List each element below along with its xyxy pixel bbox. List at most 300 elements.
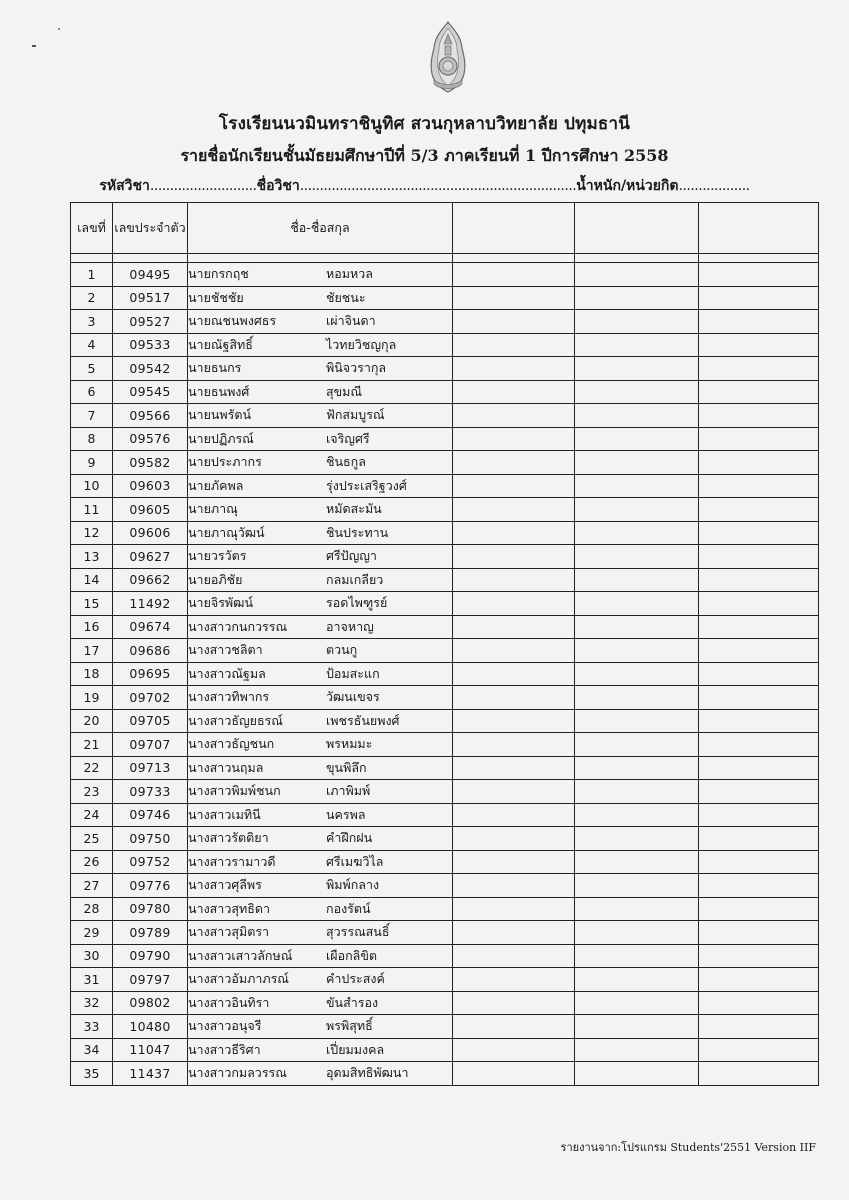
blank-score-cell-1 bbox=[453, 662, 575, 686]
student-first-name: นางสาวเมทินี bbox=[188, 806, 261, 822]
blank-score-cell-2 bbox=[575, 357, 699, 381]
table-row bbox=[71, 474, 819, 498]
table-row bbox=[71, 1062, 819, 1086]
blank-score-cell-3 bbox=[699, 803, 819, 827]
student-last-name: ศรีเมฆวิไล bbox=[326, 853, 384, 869]
student-name-cell bbox=[188, 474, 453, 498]
student-id: 09605 bbox=[113, 498, 188, 522]
student-name-cell bbox=[188, 686, 453, 710]
blank-score-cell-3 bbox=[699, 991, 819, 1015]
student-last-name: รอดไพฑูรย์ bbox=[326, 595, 388, 611]
blank-score-cell-1 bbox=[453, 944, 575, 968]
blank-score-cell-2 bbox=[575, 944, 699, 968]
col-header-blank-3 bbox=[699, 203, 819, 254]
table-row bbox=[71, 874, 819, 898]
blank-score-cell-3 bbox=[699, 921, 819, 945]
student-last-name: คำประสงค์ bbox=[326, 971, 385, 987]
blank-score-cell-2 bbox=[575, 968, 699, 992]
credit-label: น้ำหนัก/หน่วยกิต bbox=[576, 178, 679, 194]
student-no: 2 bbox=[71, 286, 113, 310]
student-id: 11437 bbox=[113, 1062, 188, 1086]
table-row bbox=[71, 803, 819, 827]
table-row bbox=[71, 545, 819, 569]
blank-score-cell-3 bbox=[699, 521, 819, 545]
school-name: โรงเรียนนวมินทราชินูทิศ สวนกุหลาบวิทยาลัย ปทุมธานี bbox=[218, 114, 631, 134]
col-header-no: เลขที่ bbox=[71, 203, 113, 254]
student-first-name: นางสาวอินทิรา bbox=[188, 994, 270, 1010]
student-no: 18 bbox=[71, 662, 113, 686]
student-no: 24 bbox=[71, 803, 113, 827]
student-name-cell bbox=[188, 427, 453, 451]
student-first-name: นางสาวสุมิตรา bbox=[188, 924, 270, 940]
blank-score-cell-1 bbox=[453, 615, 575, 639]
student-last-name: เภาพิมพ์ bbox=[326, 783, 371, 799]
student-name-cell bbox=[188, 521, 453, 545]
student-last-name: กองรัตน์ bbox=[326, 900, 371, 916]
student-name-cell bbox=[188, 380, 453, 404]
student-name-cell bbox=[188, 498, 453, 522]
student-last-name: ฟักสมบูรณ์ bbox=[326, 407, 385, 423]
table-row bbox=[71, 827, 819, 851]
student-last-name: เจริญศรี bbox=[326, 430, 370, 446]
blank-score-cell-2 bbox=[575, 451, 699, 475]
blank-score-cell-3 bbox=[699, 545, 819, 569]
blank-score-cell-1 bbox=[453, 733, 575, 757]
student-no: 3 bbox=[71, 310, 113, 334]
table-row bbox=[71, 686, 819, 710]
student-first-name: นางสาวกนกวรรณ bbox=[188, 618, 288, 634]
student-no: 20 bbox=[71, 709, 113, 733]
blank-score-cell-3 bbox=[699, 968, 819, 992]
subject-code-label: รหัสวิชา bbox=[99, 178, 150, 194]
student-last-name: อาจหาญ bbox=[326, 618, 374, 634]
blank-score-cell-1 bbox=[453, 897, 575, 921]
blank-score-cell-3 bbox=[699, 263, 819, 287]
student-last-name: วัฒนเขจร bbox=[326, 689, 380, 705]
student-last-name: พรหมมะ bbox=[326, 736, 373, 752]
blank-score-cell-1 bbox=[453, 310, 575, 334]
blank-score-cell-1 bbox=[453, 780, 575, 804]
student-first-name: นายภาณุ bbox=[188, 501, 238, 517]
student-first-name: นางสาวทิพากร bbox=[188, 689, 270, 705]
blank-score-cell-1 bbox=[453, 521, 575, 545]
blank-score-cell-2 bbox=[575, 733, 699, 757]
student-name-cell bbox=[188, 850, 453, 874]
student-first-name: นางสาวพิมพ์ชนก bbox=[188, 783, 281, 799]
blank-score-cell-3 bbox=[699, 639, 819, 663]
blank-score-cell-2 bbox=[575, 521, 699, 545]
student-name-cell bbox=[188, 545, 453, 569]
blank-score-cell-1 bbox=[453, 968, 575, 992]
student-last-name: พินิจวรากุล bbox=[326, 360, 387, 376]
blank-score-cell-1 bbox=[453, 921, 575, 945]
blank-score-cell-3 bbox=[699, 615, 819, 639]
blank-score-cell-2 bbox=[575, 874, 699, 898]
table-row bbox=[71, 521, 819, 545]
table-row bbox=[71, 780, 819, 804]
table-row bbox=[71, 263, 819, 287]
student-first-name: นางสาวรัตติยา bbox=[188, 830, 269, 846]
student-name-cell bbox=[188, 756, 453, 780]
student-last-name: ป้อมสะแก bbox=[326, 665, 380, 681]
student-last-name: พรพิสุทธิ์ bbox=[326, 1018, 373, 1034]
student-id: 09733 bbox=[113, 780, 188, 804]
student-no: 7 bbox=[71, 404, 113, 428]
blank-score-cell-3 bbox=[699, 474, 819, 498]
student-first-name: นายประภากร bbox=[188, 454, 262, 470]
student-name-cell bbox=[188, 357, 453, 381]
table-row bbox=[71, 333, 819, 357]
blank-score-cell-1 bbox=[453, 874, 575, 898]
blank-score-cell-2 bbox=[575, 263, 699, 287]
blank-score-cell-2 bbox=[575, 827, 699, 851]
blank-score-cell-2 bbox=[575, 1015, 699, 1039]
student-last-name: ไวทยวิชญกุล bbox=[326, 336, 397, 352]
school-emblem-icon bbox=[428, 20, 468, 95]
table-row bbox=[71, 968, 819, 992]
student-last-name: เปี่ยมมงคล bbox=[326, 1041, 385, 1057]
student-no: 29 bbox=[71, 921, 113, 945]
blank-score-cell-3 bbox=[699, 780, 819, 804]
student-id: 09780 bbox=[113, 897, 188, 921]
student-last-name: หอมหวล bbox=[326, 266, 373, 282]
student-name-cell bbox=[188, 897, 453, 921]
table-row bbox=[71, 1038, 819, 1062]
blank-score-cell-3 bbox=[699, 427, 819, 451]
student-name-cell bbox=[188, 568, 453, 592]
blank-score-cell-3 bbox=[699, 1015, 819, 1039]
student-no: 8 bbox=[71, 427, 113, 451]
student-last-name: กลมเกลียว bbox=[326, 571, 384, 587]
student-last-name: ตวนกู bbox=[326, 642, 358, 658]
student-id: 09674 bbox=[113, 615, 188, 639]
student-first-name: นางสาวรามาวดี bbox=[188, 853, 276, 869]
blank-score-cell-3 bbox=[699, 592, 819, 616]
student-id: 09517 bbox=[113, 286, 188, 310]
student-name-cell bbox=[188, 827, 453, 851]
blank-score-cell-1 bbox=[453, 850, 575, 874]
student-first-name: นายนพรัตน์ bbox=[188, 407, 252, 423]
student-name-cell bbox=[188, 1038, 453, 1062]
blank-score-cell-2 bbox=[575, 1062, 699, 1086]
student-id: 09603 bbox=[113, 474, 188, 498]
student-id: 09542 bbox=[113, 357, 188, 381]
blank-score-cell-2 bbox=[575, 850, 699, 874]
student-first-name: นางสาวสุทธิดา bbox=[188, 900, 270, 916]
student-no: 23 bbox=[71, 780, 113, 804]
student-first-name: นายอภิชัย bbox=[188, 571, 243, 587]
student-name-cell bbox=[188, 639, 453, 663]
blank-score-cell-3 bbox=[699, 874, 819, 898]
student-last-name: คำฝึกฝน bbox=[326, 830, 373, 846]
blank-score-cell-3 bbox=[699, 286, 819, 310]
blank-score-cell-2 bbox=[575, 474, 699, 498]
blank-score-cell-2 bbox=[575, 568, 699, 592]
table-row bbox=[71, 568, 819, 592]
blank-score-cell-1 bbox=[453, 333, 575, 357]
blank-score-cell-1 bbox=[453, 756, 575, 780]
student-name-cell bbox=[188, 615, 453, 639]
student-last-name: ขุนพิลึก bbox=[326, 759, 367, 775]
student-first-name: นางสาวณัฐมล bbox=[188, 665, 266, 681]
blank-score-cell-2 bbox=[575, 380, 699, 404]
student-id: 09662 bbox=[113, 568, 188, 592]
student-last-name: รุ่งประเสริฐวงศ์ bbox=[326, 477, 407, 493]
table-row bbox=[71, 286, 819, 310]
student-last-name: สุขมณี bbox=[326, 383, 363, 399]
scan-speck bbox=[58, 28, 60, 30]
table-row bbox=[71, 451, 819, 475]
student-first-name: นางสาวศุลีพร bbox=[188, 877, 262, 893]
blank-score-cell-1 bbox=[453, 357, 575, 381]
student-first-name: นายภัคพล bbox=[188, 477, 244, 493]
blank-score-cell-1 bbox=[453, 404, 575, 428]
student-no: 14 bbox=[71, 568, 113, 592]
table-row bbox=[71, 897, 819, 921]
blank-score-cell-3 bbox=[699, 850, 819, 874]
table-row bbox=[71, 639, 819, 663]
student-no: 9 bbox=[71, 451, 113, 475]
student-name-cell bbox=[188, 286, 453, 310]
table-row bbox=[71, 592, 819, 616]
student-no: 33 bbox=[71, 1015, 113, 1039]
student-no: 28 bbox=[71, 897, 113, 921]
student-name-cell bbox=[188, 968, 453, 992]
blank-score-cell-2 bbox=[575, 639, 699, 663]
student-no: 10 bbox=[71, 474, 113, 498]
blank-score-cell-2 bbox=[575, 545, 699, 569]
student-id: 09750 bbox=[113, 827, 188, 851]
student-first-name: นายณชนพงศธร bbox=[188, 313, 277, 329]
student-id: 09606 bbox=[113, 521, 188, 545]
blank-score-cell-2 bbox=[575, 286, 699, 310]
table-row bbox=[71, 756, 819, 780]
student-name-cell bbox=[188, 991, 453, 1015]
student-id: 09797 bbox=[113, 968, 188, 992]
student-first-name: นางสาวอนุจรี bbox=[188, 1018, 262, 1034]
table-row bbox=[71, 944, 819, 968]
blank-score-cell-2 bbox=[575, 991, 699, 1015]
student-name-cell bbox=[188, 662, 453, 686]
student-name-cell bbox=[188, 709, 453, 733]
student-id: 09533 bbox=[113, 333, 188, 357]
student-name-cell bbox=[188, 733, 453, 757]
student-no: 21 bbox=[71, 733, 113, 757]
scan-speck bbox=[32, 45, 36, 47]
student-last-name: เพชรธันยพงศ์ bbox=[326, 712, 400, 728]
student-no: 15 bbox=[71, 592, 113, 616]
student-name-cell bbox=[188, 451, 453, 475]
blank-score-cell-2 bbox=[575, 310, 699, 334]
blank-score-cell-3 bbox=[699, 1038, 819, 1062]
blank-score-cell-2 bbox=[575, 498, 699, 522]
student-first-name: นายธนพงศ์ bbox=[188, 383, 250, 399]
table-row bbox=[71, 380, 819, 404]
blank-score-cell-2 bbox=[575, 897, 699, 921]
student-id: 10480 bbox=[113, 1015, 188, 1039]
student-id: 09582 bbox=[113, 451, 188, 475]
report-source-footer: รายงานจาก:โปรแกรม Students'2551 Version IIF bbox=[560, 1141, 816, 1154]
student-name-cell bbox=[188, 263, 453, 287]
student-no: 12 bbox=[71, 521, 113, 545]
student-no: 13 bbox=[71, 545, 113, 569]
student-last-name: ชินธกูล bbox=[326, 454, 366, 470]
student-first-name: นางสาวนฤมล bbox=[188, 759, 264, 775]
student-id: 09789 bbox=[113, 921, 188, 945]
blank-score-cell-3 bbox=[699, 568, 819, 592]
table-row bbox=[71, 404, 819, 428]
student-first-name: นางสาวเสาวลักษณ์ bbox=[188, 947, 293, 963]
student-name-cell bbox=[188, 592, 453, 616]
student-id: 09627 bbox=[113, 545, 188, 569]
student-first-name: นายภาณุวัฒน์ bbox=[188, 524, 265, 540]
blank-score-cell-1 bbox=[453, 545, 575, 569]
blank-score-cell-3 bbox=[699, 333, 819, 357]
student-id: 09566 bbox=[113, 404, 188, 428]
table-header-row bbox=[71, 203, 819, 254]
student-id: 09495 bbox=[113, 263, 188, 287]
blank-score-cell-2 bbox=[575, 592, 699, 616]
blank-score-cell-3 bbox=[699, 944, 819, 968]
blank-score-cell-2 bbox=[575, 404, 699, 428]
student-first-name: นางสาวธีริศา bbox=[188, 1041, 261, 1057]
table-row bbox=[71, 991, 819, 1015]
table-row bbox=[71, 615, 819, 639]
blank-score-cell-1 bbox=[453, 639, 575, 663]
student-last-name: ขันสำรอง bbox=[326, 994, 379, 1010]
table-row bbox=[71, 733, 819, 757]
blank-score-cell-2 bbox=[575, 780, 699, 804]
table-row bbox=[71, 1015, 819, 1039]
table-row bbox=[71, 310, 819, 334]
student-name-cell bbox=[188, 803, 453, 827]
student-last-name: ศรีปัญญา bbox=[326, 548, 377, 564]
student-name-cell bbox=[188, 780, 453, 804]
blank-score-cell-2 bbox=[575, 615, 699, 639]
roster-title: รายชื่อนักเรียนชั้นมัธยมศึกษาปีที่ 5/3 ภาคเรียนที่ 1 ปีการศึกษา 2558 bbox=[180, 146, 669, 165]
student-last-name: ชัยชนะ bbox=[326, 289, 366, 305]
student-first-name: นางสาวชลิตา bbox=[188, 642, 263, 658]
student-name-cell bbox=[188, 310, 453, 334]
student-name-cell bbox=[188, 404, 453, 428]
student-no: 22 bbox=[71, 756, 113, 780]
student-id: 09705 bbox=[113, 709, 188, 733]
blank-score-cell-1 bbox=[453, 592, 575, 616]
student-first-name: นายวรวัตร bbox=[188, 548, 247, 564]
blank-score-cell-2 bbox=[575, 709, 699, 733]
blank-score-cell-1 bbox=[453, 709, 575, 733]
student-no: 34 bbox=[71, 1038, 113, 1062]
student-last-name: ชินประทาน bbox=[326, 524, 389, 540]
student-id: 09776 bbox=[113, 874, 188, 898]
student-no: 31 bbox=[71, 968, 113, 992]
blank-score-cell-3 bbox=[699, 756, 819, 780]
student-name-cell bbox=[188, 921, 453, 945]
blank-score-cell-2 bbox=[575, 921, 699, 945]
blank-score-cell-3 bbox=[699, 686, 819, 710]
blank-score-cell-3 bbox=[699, 310, 819, 334]
blank-score-cell-1 bbox=[453, 427, 575, 451]
student-first-name: นางสาวธัญชนก bbox=[188, 736, 275, 752]
student-name-cell bbox=[188, 944, 453, 968]
student-id: 09790 bbox=[113, 944, 188, 968]
table-row bbox=[71, 662, 819, 686]
blank-score-cell-1 bbox=[453, 803, 575, 827]
blank-score-cell-3 bbox=[699, 404, 819, 428]
student-last-name: เผ่าจินดา bbox=[326, 313, 376, 329]
student-no: 32 bbox=[71, 991, 113, 1015]
student-first-name: นายณัฐสิทธิ์ bbox=[188, 336, 253, 352]
student-no: 35 bbox=[71, 1062, 113, 1086]
student-roster-table bbox=[70, 202, 819, 1086]
subject-fields: รหัสวิชา...........................ชื่อวิชา......................................................................น้ำหนัก/หน่วยกิต.................. bbox=[99, 178, 750, 194]
blank-score-cell-3 bbox=[699, 827, 819, 851]
table-row bbox=[71, 427, 819, 451]
blank-score-cell-1 bbox=[453, 991, 575, 1015]
blank-score-cell-3 bbox=[699, 357, 819, 381]
col-header-id: เลขประจำตัว bbox=[113, 203, 188, 254]
blank-score-cell-1 bbox=[453, 1038, 575, 1062]
student-id: 09695 bbox=[113, 662, 188, 686]
student-no: 30 bbox=[71, 944, 113, 968]
student-first-name: นายจิรพัฒน์ bbox=[188, 595, 254, 611]
blank-score-cell-3 bbox=[699, 709, 819, 733]
blank-score-cell-1 bbox=[453, 451, 575, 475]
student-no: 1 bbox=[71, 263, 113, 287]
student-no: 6 bbox=[71, 380, 113, 404]
col-header-name: ชื่อ-ชื่อสกุล bbox=[188, 203, 453, 254]
blank-score-cell-3 bbox=[699, 733, 819, 757]
blank-score-cell-2 bbox=[575, 756, 699, 780]
student-first-name: นายปฏิภรณ์ bbox=[188, 430, 254, 446]
student-no: 27 bbox=[71, 874, 113, 898]
student-id: 09527 bbox=[113, 310, 188, 334]
blank-score-cell-1 bbox=[453, 498, 575, 522]
blank-score-cell-2 bbox=[575, 333, 699, 357]
blank-score-cell-3 bbox=[699, 1062, 819, 1086]
blank-score-cell-1 bbox=[453, 474, 575, 498]
student-id: 09713 bbox=[113, 756, 188, 780]
student-id: 09707 bbox=[113, 733, 188, 757]
blank-score-cell-1 bbox=[453, 1062, 575, 1086]
student-name-cell bbox=[188, 1062, 453, 1086]
blank-score-cell-2 bbox=[575, 686, 699, 710]
blank-score-cell-1 bbox=[453, 827, 575, 851]
blank-score-cell-2 bbox=[575, 803, 699, 827]
student-no: 25 bbox=[71, 827, 113, 851]
student-first-name: นายกรกฤช bbox=[188, 266, 249, 282]
header-gap-row bbox=[71, 254, 819, 263]
table-row bbox=[71, 921, 819, 945]
student-name-cell bbox=[188, 333, 453, 357]
student-last-name: หมัดสะมัน bbox=[326, 501, 382, 517]
student-first-name: นางสาวธัญยธรณ์ bbox=[188, 712, 283, 728]
blank-score-cell-1 bbox=[453, 380, 575, 404]
blank-score-cell-2 bbox=[575, 427, 699, 451]
table-row bbox=[71, 357, 819, 381]
student-name-cell bbox=[188, 1015, 453, 1039]
table-row bbox=[71, 850, 819, 874]
student-id: 09702 bbox=[113, 686, 188, 710]
student-no: 26 bbox=[71, 850, 113, 874]
student-id: 09686 bbox=[113, 639, 188, 663]
student-first-name: นางสาวกมลวรรณ bbox=[188, 1065, 287, 1081]
col-header-blank-1 bbox=[453, 203, 575, 254]
blank-score-cell-1 bbox=[453, 286, 575, 310]
student-last-name: สุวรรณสนธิ์ bbox=[326, 924, 390, 940]
subject-name-label: ชื่อวิชา bbox=[256, 178, 300, 194]
student-last-name: พิมพ์กลาง bbox=[326, 877, 380, 893]
